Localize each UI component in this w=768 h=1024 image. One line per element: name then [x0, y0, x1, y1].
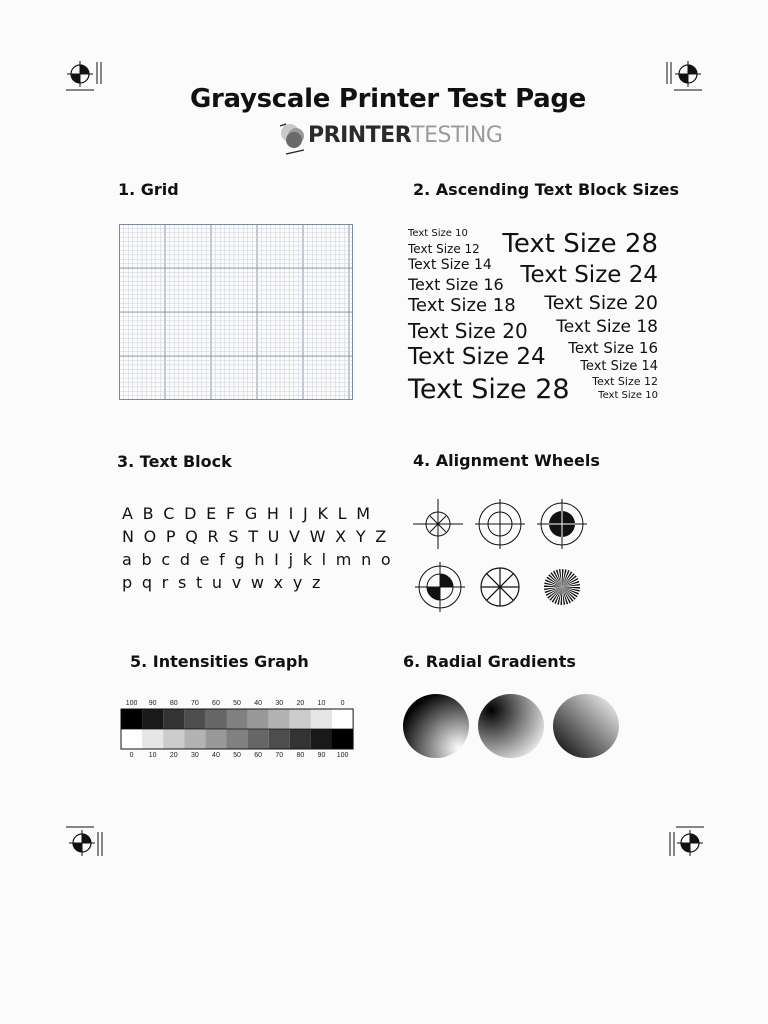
intensity-cell-top [311, 709, 332, 729]
text-size-right-10: Text Size 10 [598, 390, 658, 401]
page-title: Grayscale Printer Test Page [189, 84, 587, 114]
intensity-label-bottom: 0 [129, 752, 134, 759]
gradient-circle-1 [403, 694, 469, 758]
intensity-label-bottom: 60 [254, 752, 263, 759]
section-heading-grid: 1. Grid [118, 180, 179, 199]
section-heading-text-block: 3. Text Block [117, 452, 232, 471]
text-size-left-16: Text Size 16 [408, 275, 504, 294]
text-size-right-18: Text Size 18 [556, 317, 658, 337]
intensity-cell-bottom [205, 729, 226, 749]
intensity-cell-top [290, 709, 311, 729]
intensities-graph [118, 696, 358, 762]
intensity-cell-bottom [332, 729, 353, 749]
intensity-cell-top [269, 709, 290, 729]
registration-mark-bottom-right [666, 824, 706, 860]
intensity-cell-bottom [227, 729, 248, 749]
intensity-cell-top [205, 709, 226, 729]
registration-mark-bottom-left [64, 824, 104, 860]
intensity-label-top: 0 [340, 700, 345, 707]
intensity-label-top: 30 [275, 700, 284, 707]
wheel-filled-icon [537, 499, 587, 549]
intensity-label-top: 70 [190, 700, 199, 707]
intensity-cell-bottom [163, 729, 184, 749]
intensity-label-top: 80 [169, 700, 178, 707]
text-size-right-24: Text Size 24 [520, 262, 658, 288]
intensity-cell-bottom [142, 729, 163, 749]
intensity-label-top: 60 [212, 700, 220, 707]
wheel-crosshair-icon [413, 499, 463, 549]
intensity-label-top: 20 [296, 700, 305, 707]
intensity-label-bottom: 40 [212, 752, 220, 759]
text-size-left-28: Text Size 28 [408, 374, 570, 405]
intensity-label-bottom: 30 [190, 752, 199, 759]
alignment-wheels [405, 495, 595, 615]
intensity-cell-bottom [248, 729, 269, 749]
section-heading-gradients: 6. Radial Gradients [403, 652, 576, 671]
intensity-cell-bottom [269, 729, 290, 749]
intensity-label-bottom: 10 [148, 752, 157, 759]
wheel-spoke-icon [481, 568, 519, 606]
intensity-cell-top [227, 709, 248, 729]
test-grid [119, 224, 353, 400]
section-heading-intensities: 5. Intensities Graph [130, 652, 309, 671]
intensity-label-bottom: 80 [296, 752, 305, 759]
section-heading-text-sizes: 2. Ascending Text Block Sizes [413, 180, 680, 199]
gradient-circle-3 [553, 694, 619, 758]
text-block-line-1: A B C D E F G H I J K L M [122, 504, 373, 523]
text-size-right-14: Text Size 14 [580, 359, 658, 374]
starburst-ray [562, 587, 580, 589]
text-size-right-28: Text Size 28 [502, 229, 658, 259]
intensity-label-bottom: 70 [275, 752, 284, 759]
intensity-label-bottom: 50 [233, 752, 241, 759]
logo-text-testing: TESTING [411, 123, 503, 148]
intensity-cell-top [163, 709, 184, 729]
text-size-left-12: Text Size 12 [408, 242, 480, 256]
intensity-cell-bottom [311, 729, 332, 749]
printertesting-logo [276, 120, 506, 160]
wheel-starburst-icon [544, 569, 580, 605]
intensity-cell-bottom [184, 729, 205, 749]
intensity-cell-bottom [121, 729, 142, 749]
text-size-right-16: Text Size 16 [568, 339, 658, 357]
starburst-ray [560, 587, 562, 605]
text-size-left-18: Text Size 18 [408, 295, 516, 316]
section-heading-wheels: 4. Alignment Wheels [413, 451, 600, 470]
logo-text-printer: PRINTER [308, 123, 412, 148]
text-block-line-3: a b c d e f g h I j k l m n o [122, 550, 393, 569]
intensity-cell-top [332, 709, 353, 729]
intensity-label-bottom: 20 [169, 752, 178, 759]
intensity-label-top: 90 [148, 700, 157, 707]
intensity-label-top: 100 [125, 700, 138, 707]
text-size-left-14: Text Size 14 [408, 257, 492, 273]
intensity-label-bottom: 100 [336, 752, 349, 759]
logo-text [308, 123, 502, 148]
intensity-cell-bottom [290, 729, 311, 749]
starburst-ray [562, 569, 564, 587]
intensity-label-bottom: 90 [317, 752, 326, 759]
text-block-line-2: N O P Q R S T U V W X Y Z [122, 527, 389, 546]
wheel-quadrant-icon [415, 562, 465, 612]
radial-gradients [398, 690, 624, 762]
wheel-double-circle-icon [475, 499, 525, 549]
intensity-label-top: 50 [233, 700, 241, 707]
intensity-cell-top [142, 709, 163, 729]
intensity-label-top: 10 [317, 700, 326, 707]
text-size-left-20: Text Size 20 [408, 319, 528, 343]
intensity-cell-top [184, 709, 205, 729]
text-size-right-12: Text Size 12 [592, 375, 658, 388]
text-block-line-4: p q r s t u v w x y z [122, 573, 323, 592]
text-sizes-block [0, 0, 768, 420]
intensity-cell-top [121, 709, 142, 729]
text-size-left-24: Text Size 24 [408, 344, 546, 370]
text-size-left-10: Text Size 10 [408, 228, 468, 239]
starburst-ray [544, 585, 562, 587]
text-size-right-20: Text Size 20 [544, 292, 658, 314]
gradient-circle-2 [478, 694, 544, 758]
intensity-label-top: 40 [254, 700, 263, 707]
alphabet-text-block [122, 502, 393, 594]
intensity-cell-top [248, 709, 269, 729]
